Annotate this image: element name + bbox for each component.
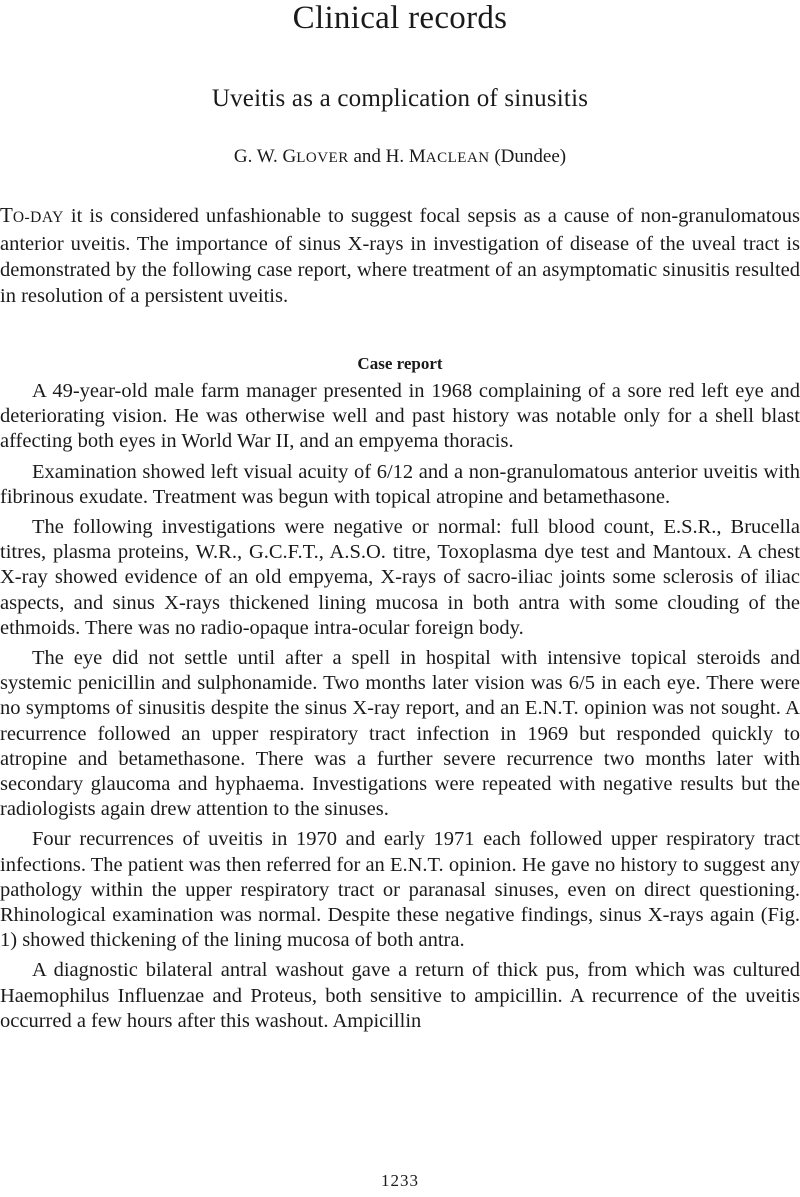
- abstract-lead-word: [0, 203, 64, 227]
- author-line: [0, 145, 800, 170]
- body-paragraph-1: A 49-year-old male farm manager presented in 1968 complaining of a sore red left eye and deteriorating vision. He was otherwise well and past history was notable only for a shell blast affecting both eyes in World War II, and an empyema thoracis.: [0, 380, 800, 453]
- page-number: 1233: [381, 1171, 419, 1190]
- case-report-body: [0, 379, 800, 1039]
- article-title: Uveitis as a complication of sinusitis: [211, 85, 589, 112]
- author-2-surname-rest: ACLEAN: [425, 150, 490, 166]
- author-2-surname-initial: M: [408, 146, 426, 167]
- abstract-lead-capital: T: [0, 203, 13, 227]
- author-1-initials: G. W.: [233, 146, 283, 167]
- author-1-surname-rest: LOVER: [296, 150, 349, 166]
- body-paragraph-2: Examination showed left visual acuity of 6/12 and a non-granulomatous anterior uveitis with fibrinous exudate. Treatment was begun with topical atropine and betamethasone.: [0, 460, 800, 508]
- author-2-initials: H.: [385, 146, 409, 167]
- author-1-surname-initial: G: [282, 146, 297, 167]
- abstract-text: it is considered unfashionable to suggest focal sepsis as a cause of non-granulomatous anterior uveitis. The importance of sinus X-rays in investigation of disease of the uveal tract is demonstrated by the following case report, where treatment of an asymptomatic sinusitis resulted in resolution of a persistent uveitis.: [0, 205, 800, 307]
- case-report-heading: Case report: [357, 354, 443, 373]
- body-paragraph-6: A diagnostic bilateral antral washout gave a return of thick pus, from which was cultured Haemophilus Influenzae and Proteus, both sensitive to ampicillin. A recurrence of the uveitis occurred a few hours after this washout. Ampicillin: [0, 959, 800, 1032]
- abstract-paragraph: [0, 202, 800, 309]
- body-paragraph-5: Four recurrences of uveitis in 1970 and early 1971 each followed upper respiratory tract infections. The patient was then referred for an E.N.T. opinion. He gave no history to suggest any pathology within the upper respiratory tract or paranasal sinuses, even on direct questioning. Rhinological examination was normal. Despite these negative findings, sinus X-rays again (Fig. 1) showed thickening of the lining mucosa of both antra.: [0, 828, 800, 952]
- author-affiliation: (Dundee): [489, 146, 567, 167]
- author-joiner: and: [348, 146, 386, 167]
- body-paragraph-4: The eye did not settle until after a spell in hospital with intensive topical steroids and systemic penicillin and sulphonamide. Two months later vision was 6/5 in each eye. There were no symptoms of sinusitis despite the sinus X-ray report, and an E.N.T. opinion was not sought. A recurrence followed an upper respiratory tract infection in 1969 but responded quickly to atropine and betamethasone. There was a further severe recurrence two months later with secondary glaucoma and hyphaema. Investigations were repeated with negative results but the radiologists again drew attention to the sinuses.: [0, 647, 800, 821]
- abstract-lead-smallcaps: O-DAY: [12, 209, 64, 226]
- section-title: Clinical records: [292, 0, 508, 36]
- body-paragraph-3: The following investigations were negative or normal: full blood count, E.S.R., Brucella titres, plasma proteins, W.R., G.C.F.T., A.S.O. titre, Toxoplasma dye test and Mantoux. A chest X-ray showed evidence of an old empyema, X-rays of sacro-iliac joints some sclerosis of iliac aspects, and sinus X-rays thickened lining mucosa in both antra with some clouding of the ethmoids. There was no radio-opaque intra-ocular foreign body.: [0, 516, 800, 639]
